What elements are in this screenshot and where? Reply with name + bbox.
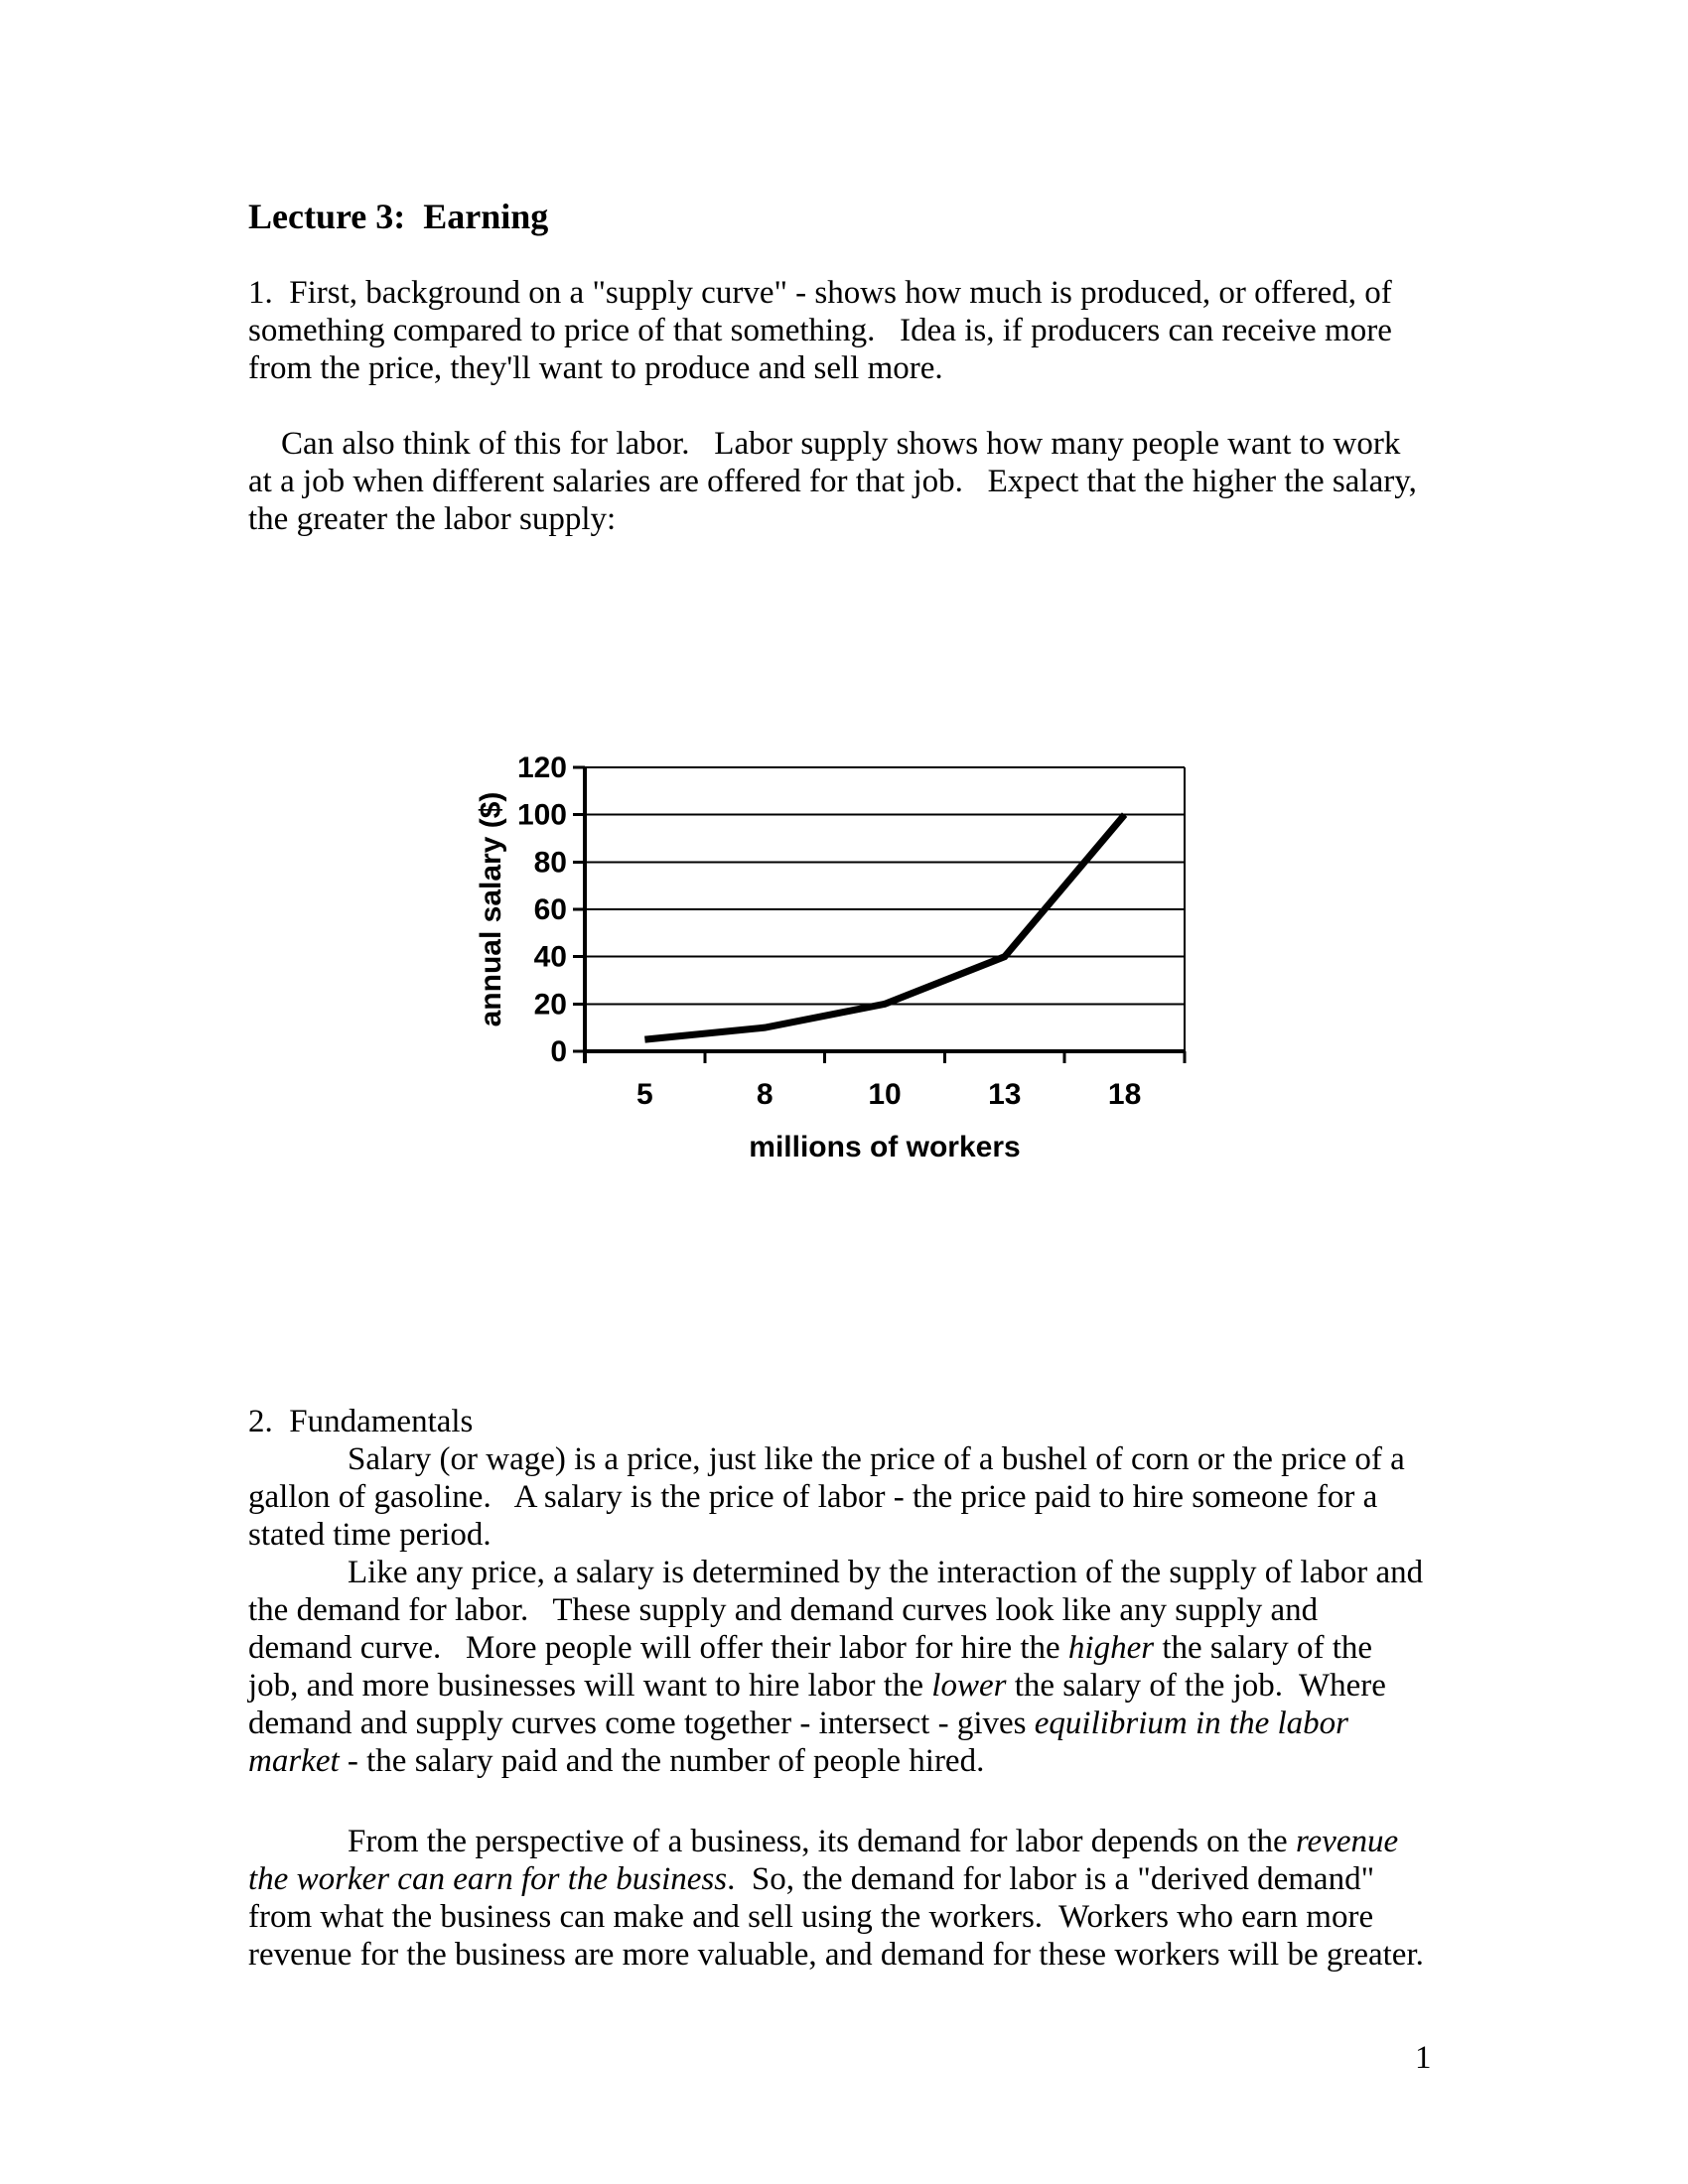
y-tick-label: 100 bbox=[516, 798, 567, 832]
text-line bbox=[248, 1742, 1499, 1780]
text-line bbox=[248, 463, 1499, 500]
x-tick-label: 5 bbox=[636, 1078, 653, 1111]
text-segment: job, and more businesses will want to hire labor the bbox=[248, 1668, 932, 1704]
text-segment: From the perspective of a business, its demand for labor depends on the bbox=[348, 1824, 1296, 1859]
supply-line bbox=[644, 815, 1124, 1039]
page-number: 1 bbox=[1415, 2040, 1432, 2076]
axis-lines bbox=[585, 767, 1185, 1063]
italic-text-segment: market bbox=[248, 1743, 340, 1779]
text-line bbox=[248, 1516, 1499, 1554]
text-line bbox=[248, 1554, 1499, 1591]
text-line bbox=[248, 312, 1499, 349]
y-tick-label: 80 bbox=[533, 846, 567, 880]
y-gridlines bbox=[585, 767, 1185, 1051]
y-tick-label: 40 bbox=[533, 940, 567, 974]
text-segment: demand curve. More people will offer their labor for hire the bbox=[248, 1630, 1068, 1666]
text-segment: demand and supply curves come together - intersect - gives bbox=[248, 1706, 1035, 1741]
text-segment: Salary (or wage) is a price, just like the price of a bushel of corn or the price of a bbox=[348, 1441, 1405, 1477]
italic-text-segment: equilibrium in the labor bbox=[1034, 1706, 1348, 1741]
y-tick-label: 20 bbox=[533, 988, 567, 1022]
text-segment: the demand for labor. These supply and demand curves look like any supply and bbox=[248, 1592, 1319, 1628]
text-segment: at a job when different salaries are offered for that job. Expect that the higher the salary, bbox=[248, 464, 1417, 499]
text-segment: gallon of gasoline. A salary is the price of labor - the price paid to hire someone for a bbox=[248, 1479, 1378, 1515]
text-line bbox=[248, 500, 1499, 538]
text-segment: . So, the demand for labor is a "derived demand" bbox=[727, 1861, 1375, 1897]
text-line bbox=[248, 1898, 1499, 1936]
text-line bbox=[248, 1591, 1499, 1629]
x-axis-title: millions of workers bbox=[749, 1131, 1021, 1163]
x-tick-labels bbox=[585, 1051, 1185, 1111]
labor-supply-chart bbox=[457, 730, 1231, 1196]
text-segment: the salary of the job. Where bbox=[1006, 1668, 1386, 1704]
text-line bbox=[248, 1440, 1499, 1478]
paragraph-supply-curve bbox=[248, 274, 1499, 387]
text-segment: - the salary paid and the number of people hired. bbox=[339, 1743, 985, 1779]
italic-text-segment: higher bbox=[1067, 1630, 1155, 1666]
paragraph-derived-demand bbox=[248, 1823, 1499, 1974]
x-tick-label: 18 bbox=[1107, 1078, 1142, 1111]
text-line bbox=[248, 274, 1499, 312]
section-heading-fundamentals: 2. Fundamentals bbox=[248, 1404, 474, 1439]
text-line bbox=[248, 1860, 1499, 1898]
y-axis-title: annual salary ($) bbox=[475, 791, 507, 1027]
text-segment: 1. First, background on a "supply curve" - shows how much is produced, or offered, of bbox=[248, 275, 1392, 311]
y-tick-label: 120 bbox=[516, 751, 567, 784]
text-line bbox=[248, 349, 1499, 387]
y-tick-label: 0 bbox=[550, 1035, 567, 1068]
text-line bbox=[248, 425, 1499, 463]
x-tick-label: 8 bbox=[756, 1078, 774, 1111]
text-segment: revenue for the business are more valuable, and demand for these workers will be greater. bbox=[248, 1937, 1424, 1973]
lecture-title: Lecture 3: Earning bbox=[248, 197, 549, 236]
text-segment: stated time period. bbox=[248, 1517, 492, 1553]
text-line bbox=[248, 1478, 1499, 1516]
text-segment: from the price, they'll want to produce and sell more. bbox=[248, 350, 943, 386]
text-segment: Can also think of this for labor. Labor supply shows how many people want to work bbox=[281, 426, 1401, 462]
paragraph-labor-supply bbox=[248, 425, 1499, 538]
y-tick-labels bbox=[517, 751, 585, 1068]
text-line bbox=[248, 1667, 1499, 1705]
paragraph-supply-demand bbox=[248, 1554, 1499, 1780]
text-segment: something compared to price of that something. Idea is, if producers can receive more bbox=[248, 313, 1392, 348]
text-line bbox=[248, 1936, 1499, 1974]
text-segment: Like any price, a salary is determined by the interaction of the supply of labor and bbox=[348, 1555, 1424, 1590]
text-line bbox=[248, 1705, 1499, 1742]
x-tick-label: 10 bbox=[868, 1078, 902, 1111]
paragraph-salary-price bbox=[248, 1440, 1499, 1554]
x-tick-label: 13 bbox=[988, 1078, 1022, 1111]
italic-text-segment: the worker can earn for the business bbox=[248, 1861, 728, 1897]
text-line bbox=[248, 1629, 1499, 1667]
italic-text-segment: lower bbox=[931, 1668, 1007, 1704]
italic-text-segment: revenue bbox=[1295, 1824, 1399, 1859]
text-line bbox=[248, 1823, 1499, 1860]
y-tick-label: 60 bbox=[533, 893, 567, 926]
labor-supply-line-chart bbox=[457, 730, 1231, 1196]
text-segment: the salary of the bbox=[1154, 1630, 1373, 1666]
text-segment: the greater the labor supply: bbox=[248, 501, 617, 537]
text-segment: from what the business can make and sell using the workers. Workers who earn more bbox=[248, 1899, 1374, 1935]
